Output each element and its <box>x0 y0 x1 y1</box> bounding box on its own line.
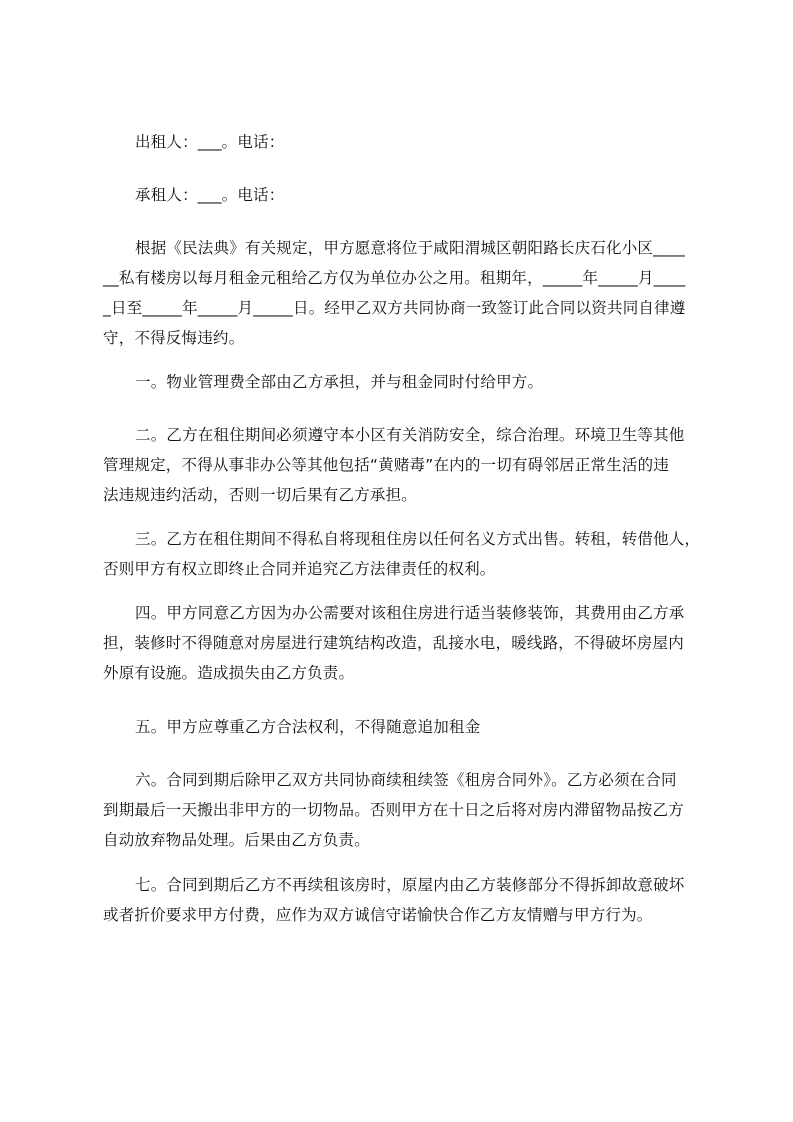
clause-2 <box>103 420 707 510</box>
clause-2-line-2: 管理规定，不得从事非办公等其他包括“黄赌毒”在内的一切有碍邻居正常生活的违 <box>103 456 669 474</box>
intro-line-1: 根据《民法典》有关规定，甲方愿意将位于咸阳渭城区朝阳路长庆石化小区____ <box>135 239 685 257</box>
lessor-text: 出租人：___。电话： <box>135 133 285 151</box>
clause-4-line-3: 外原有设施。造成损失由乙方负责。 <box>103 664 355 682</box>
lessee-line <box>103 180 707 210</box>
clause-6-line-1: 六。合同到期后除甲乙双方共同协商续租续签《租房合同外》。乙方必须在合同 <box>135 771 677 789</box>
intro-line-3: _日至_____年_____月_____日。经甲乙双方共同协商一致签订此合同以资共同自律遵 <box>103 299 686 317</box>
clause-5-line-1: 五。甲方应尊重乙方合法权利，不得随意追加租金 <box>135 718 481 736</box>
clause-7-line-2: 或者折价要求甲方付费，应作为双方诚信守诺愉快合作乙方友情赠与甲方行为。 <box>103 906 653 924</box>
clause-3 <box>103 524 707 584</box>
clause-2-line-3: 法违规违约活动，否则一切后果有乙方承担。 <box>103 486 418 504</box>
clause-6-line-2: 到期最后一天搬出非甲方的一切物品。否则甲方在十日之后将对房内滞留物品按乙方 <box>103 801 684 819</box>
clause-4-line-1: 四。甲方同意乙方因为办公需要对该租住房进行适当装修装饰，其费用由乙方承 <box>135 604 685 622</box>
clause-3-line-2: 否则甲方有权立即终止合同并追究乙方法律责任的权利。 <box>103 560 496 578</box>
clause-2-line-1: 二。乙方在租住期间必须遵守本小区有关消防安全，综合治理。环境卫生等其他 <box>135 426 685 444</box>
clause-6 <box>103 765 707 855</box>
clause-7 <box>103 870 707 930</box>
intro-line-2: __私有楼房以每月租金元租给乙方仅为单位办公之用。租期年，_____年_____月____ <box>103 269 686 287</box>
clause-1-line-1: 一。物业管理费全部由乙方承担，并与租金同时付给甲方。 <box>135 373 544 391</box>
intro-line-4: 守，不得反悔违约。 <box>103 329 245 347</box>
clause-5 <box>103 712 707 742</box>
intro-paragraph <box>103 233 707 353</box>
clause-7-line-1: 七。合同到期后乙方不再续租该房时，原屋内由乙方装修部分不得拆卸故意破坏 <box>135 876 685 894</box>
lessor-line <box>103 127 707 157</box>
clause-6-line-3: 自动放弃物品处理。后果由乙方负责。 <box>103 831 370 849</box>
clause-1 <box>103 367 707 397</box>
clause-4 <box>103 598 707 688</box>
lessee-text: 承租人：___。电话： <box>135 186 285 204</box>
clause-4-line-2: 担，装修时不得随意对房屋进行建筑结构改造，乱接水电，暖线路，不得破坏房屋内 <box>103 634 684 652</box>
clause-3-line-1: 三。乙方在租住期间不得私自将现租住房以任何名义方式出售。转租，转借他人， <box>135 530 701 548</box>
